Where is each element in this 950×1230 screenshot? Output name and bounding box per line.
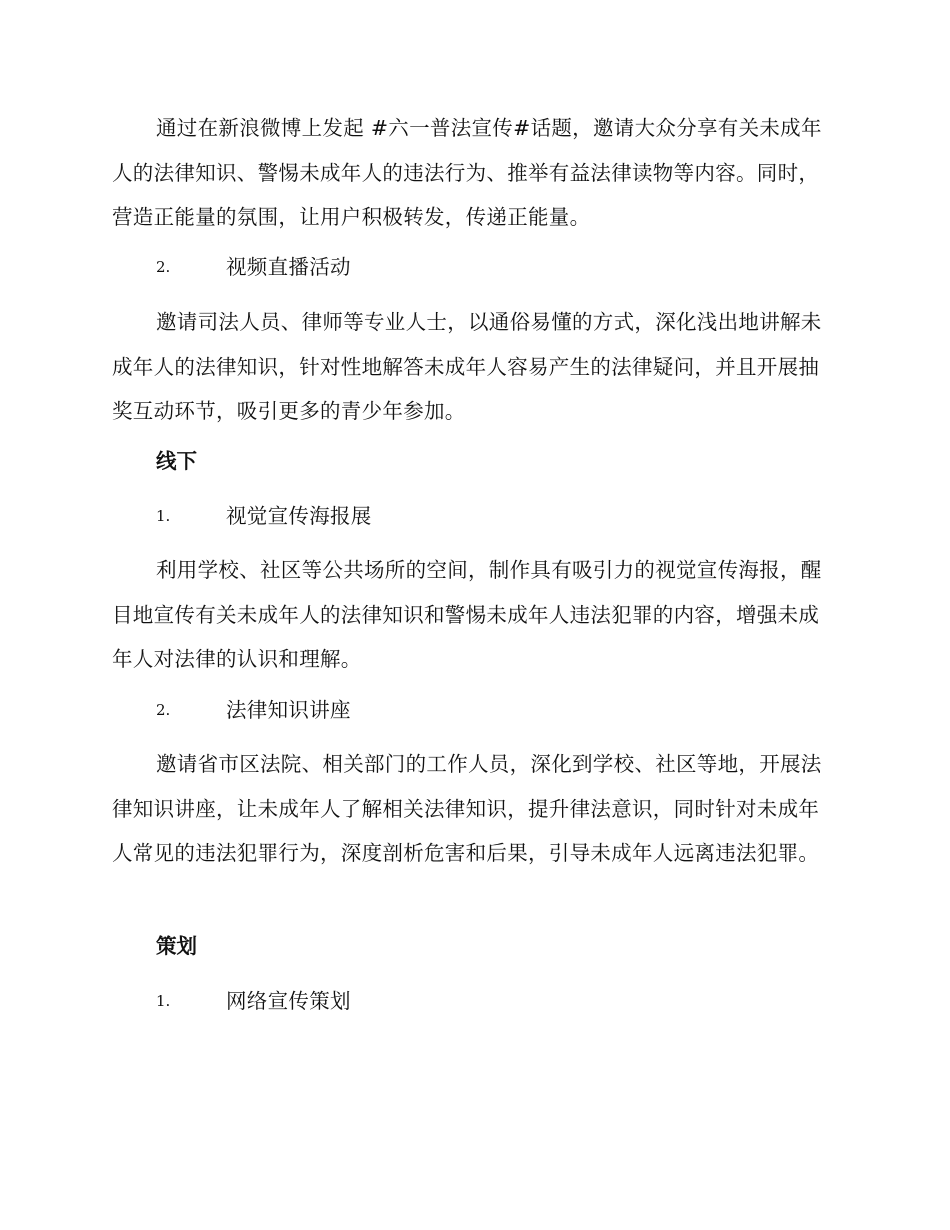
list-label: 视频直播活动 (226, 255, 351, 279)
list-number: 1. (156, 507, 171, 525)
paragraph-poster-exhibition: 利用学校、社区等公共场所的空间，制作具有吸引力的视觉宣传海报，醒目地宣传有关未成年人的法律知识和警惕未成年人违法犯罪的内容，增强未成年人对法律的认识和理解。 (112, 558, 822, 671)
list-number: 2. (156, 258, 171, 276)
list-number: 1. (156, 992, 171, 1010)
section-heading-offline: 线下 (156, 449, 197, 473)
list-label: 网络宣传策划 (226, 989, 351, 1013)
paragraph-video-live: 邀请司法人员、律师等专业人士，以通俗易懂的方式，深化浅出地讲解未成年人的法律知识，针对性地解答未成年人容易产生的法律疑问，并且开展抽奖互动环节，吸引更多的青少年参加。 (112, 310, 822, 423)
paragraph-weibo-topic: 通过在新浪微博上发起 #六一普法宣传#话题，邀请大众分享有关未成年人的法律知识、警惕未成年人的违法行为、推举有益法律读物等内容。同时，营造正能量的氛围，让用户积极转发，传递正能量。 (112, 116, 822, 229)
list-label: 视觉宣传海报展 (226, 504, 372, 528)
list-label: 法律知识讲座 (226, 698, 351, 722)
paragraph-law-lecture: 邀请省市区法院、相关部门的工作人员，深化到学校、社区等地，开展法律知识讲座，让未成年人了解相关法律知识，提升律法意识，同时针对未成年人常见的违法犯罪行为，深度剖析危害和后果，引导未成年人远离违法犯罪。 (112, 752, 822, 865)
section-heading-planning: 策划 (156, 934, 197, 958)
list-number: 2. (156, 701, 171, 719)
